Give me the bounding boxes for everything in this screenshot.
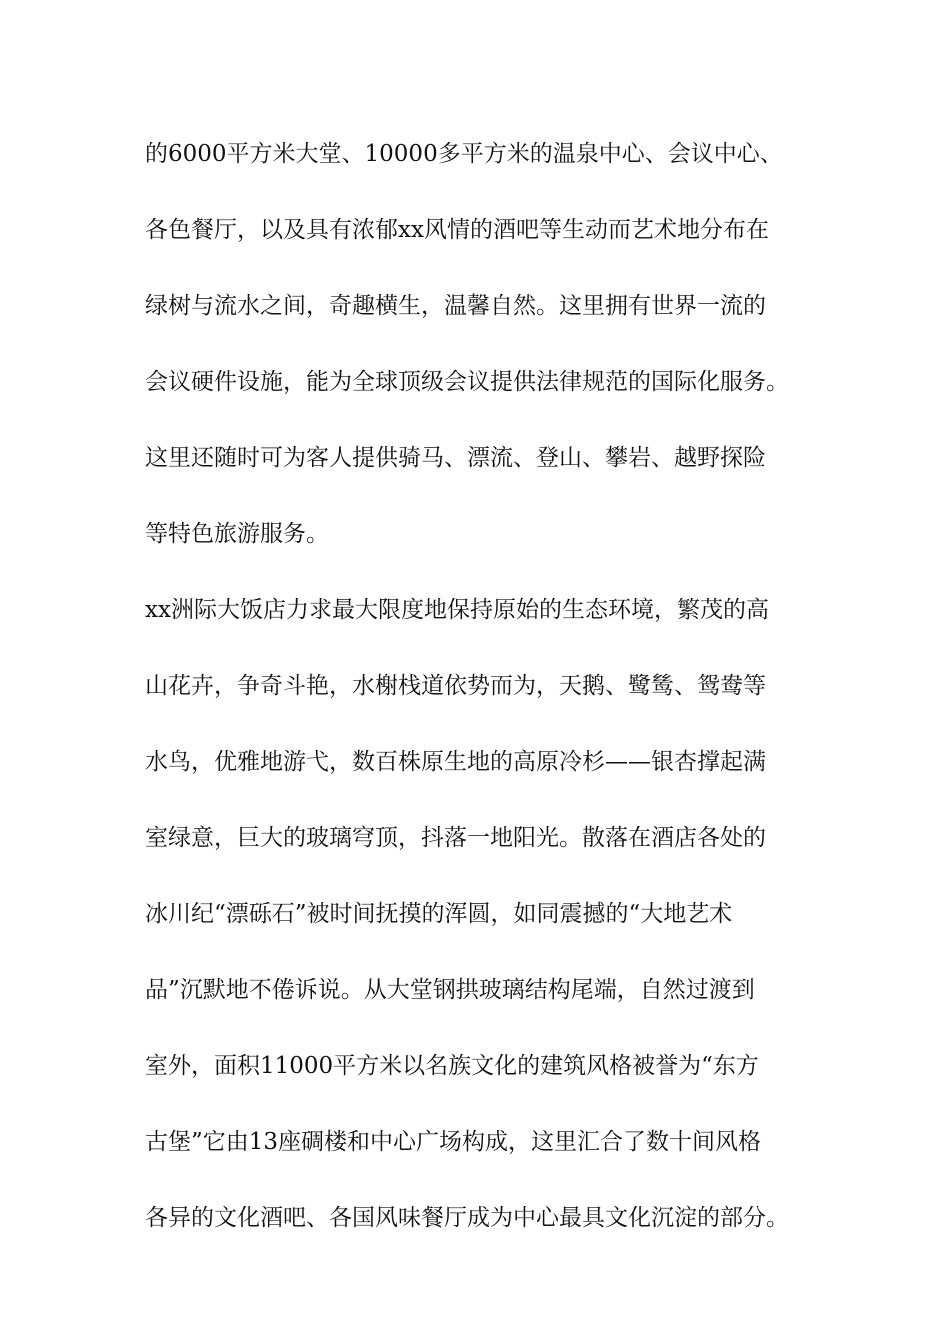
text-line: 这里还随时可为客人提供骑马、漂流、登山、攀岩、越野探险 [145, 445, 766, 471]
text-line: 室外，面积11000平方米以名族文化的建筑风格被誉为“东方 [145, 1053, 759, 1079]
text-line: 水鸟，优雅地游弋，数百株原生地的高原冷杉——银杏撑起满 [145, 749, 766, 775]
text-line: 各异的文化酒吧、各国风味餐厅成为中心最具文化沉淀的部分。 [145, 1205, 789, 1231]
body-text [145, 131, 825, 1271]
text-line: 室绿意，巨大的玻璃穹顶，抖落一地阳光。散落在酒店各处的 [145, 825, 766, 851]
text-line: 绿树与流水之间，奇趣横生，温馨自然。这里拥有世界一流的 [145, 293, 766, 319]
text-line: 冰川纪“漂砾石”被时间抚摸的浑圆，如同震撼的“大地艺术 [145, 901, 733, 927]
text-line: 会议硬件设施，能为全球顶级会议提供法律规范的国际化服务。 [145, 369, 789, 395]
text-line: xx洲际大饭店力求最大限度地保持原始的生态环境，繁茂的高 [145, 597, 769, 623]
text-line: 品”沉默地不倦诉说。从大堂钢拱玻璃结构尾端，自然过渡到 [145, 977, 755, 1003]
text-line: 古堡”它由13座碉楼和中心广场构成，这里汇合了数十间风格 [145, 1129, 762, 1155]
text-line: 的6000平方米大堂、10000多平方米的温泉中心、会议中心、 [145, 141, 783, 167]
text-line: 各色餐厅，以及具有浓郁xx风情的酒吧等生动而艺术地分布在 [145, 217, 769, 243]
text-line: 山花卉，争奇斗艳，水榭栈道依势而为，天鹅、鹭鸶、鸳鸯等 [145, 673, 766, 699]
text-line: 等特色旅游服务。 [145, 521, 329, 547]
